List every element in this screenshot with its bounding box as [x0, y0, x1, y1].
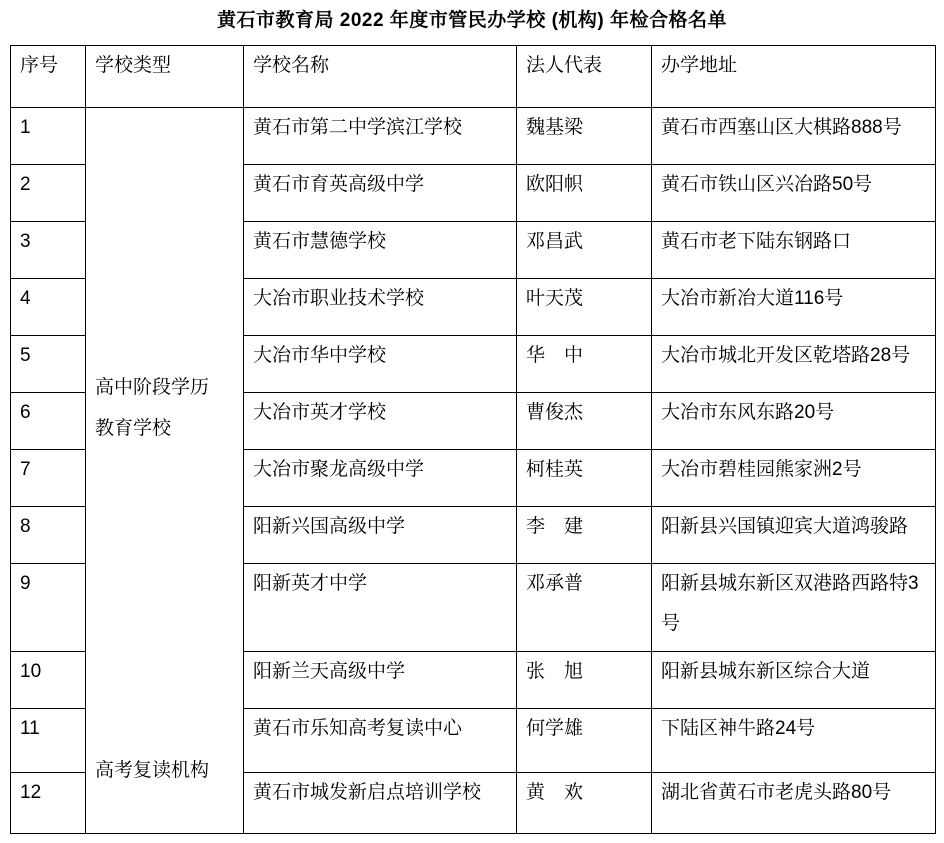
cell-school-name: 黄石市第二中学滨江学校: [244, 108, 517, 165]
cell-address: 大冶市新冶大道116号: [652, 279, 936, 336]
cell-no: 3: [11, 222, 86, 279]
inspection-table: [10, 45, 936, 834]
cell-school-name: 大冶市华中学校: [244, 336, 517, 393]
cell-address: 下陆区神牛路24号: [652, 709, 936, 773]
table-row: [11, 108, 936, 165]
column-header-no: 序号: [11, 46, 86, 108]
cell-representative: 邓昌武: [517, 222, 652, 279]
school-type-line: 教育学校: [95, 418, 172, 440]
cell-no: 2: [11, 165, 86, 222]
cell-no: 8: [11, 507, 86, 564]
cell-no: 5: [11, 336, 86, 393]
cell-no: 9: [11, 564, 86, 652]
cell-school-name: 阳新兰天高级中学: [244, 652, 517, 709]
cell-address: 黄石市西塞山区大棋路888号: [652, 108, 936, 165]
school-type-line: 高考复读机构: [95, 760, 210, 782]
column-header-type: 学校类型: [86, 46, 244, 108]
cell-representative: 何学雄: [517, 709, 652, 773]
cell-address: 大冶市城北开发区乾塔路28号: [652, 336, 936, 393]
cell-school-name: 大冶市职业技术学校: [244, 279, 517, 336]
cell-school-name: 黄石市城发新启点培训学校: [244, 773, 517, 834]
cell-representative: 张 旭: [517, 652, 652, 709]
column-header-name: 学校名称: [244, 46, 517, 108]
cell-address: 湖北省黄石市老虎头路80号: [652, 773, 936, 834]
cell-representative: 曹俊杰: [517, 393, 652, 450]
cell-address: 阳新县城东新区综合大道: [652, 652, 936, 709]
cell-school-name: 阳新英才中学: [244, 564, 517, 652]
cell-school-type-group-1: [86, 108, 244, 709]
table-row: [11, 709, 936, 773]
cell-school-name: 黄石市乐知高考复读中心: [244, 709, 517, 773]
cell-school-name: 大冶市英才学校: [244, 393, 517, 450]
header-row: [11, 46, 936, 108]
school-type-line: 高中阶段学历: [95, 377, 210, 399]
cell-school-name: 阳新兴国高级中学: [244, 507, 517, 564]
cell-representative: 李 建: [517, 507, 652, 564]
cell-no: 12: [11, 773, 86, 834]
cell-address: 黄石市老下陆东钢路口: [652, 222, 936, 279]
cell-representative: 柯桂英: [517, 450, 652, 507]
cell-school-name: 黄石市慧德学校: [244, 222, 517, 279]
cell-no: 11: [11, 709, 86, 773]
cell-address: 大冶市东风东路20号: [652, 393, 936, 450]
column-header-address: 办学地址: [652, 46, 936, 108]
cell-representative: 黄 欢: [517, 773, 652, 834]
cell-no: 10: [11, 652, 86, 709]
cell-school-type-group-2: [86, 709, 244, 834]
cell-no: 6: [11, 393, 86, 450]
cell-no: 4: [11, 279, 86, 336]
cell-address: 大冶市碧桂园熊家洲2号: [652, 450, 936, 507]
cell-representative: 魏基梁: [517, 108, 652, 165]
cell-address: 阳新县城东新区双港路西路特3号: [652, 564, 936, 652]
cell-representative: 华 中: [517, 336, 652, 393]
page-title: 黄石市教育局 2022 年度市管民办学校 (机构) 年检合格名单: [216, 10, 728, 31]
cell-representative: 邓承普: [517, 564, 652, 652]
cell-representative: 叶天茂: [517, 279, 652, 336]
cell-school-name: 黄石市育英高级中学: [244, 165, 517, 222]
cell-address: 阳新县兴国镇迎宾大道鸿骏路: [652, 507, 936, 564]
cell-no: 7: [11, 450, 86, 507]
cell-address: 黄石市铁山区兴冶路50号: [652, 165, 936, 222]
cell-no: 1: [11, 108, 86, 165]
cell-school-name: 大冶市聚龙高级中学: [244, 450, 517, 507]
cell-representative: 欧阳帜: [517, 165, 652, 222]
column-header-representative: 法人代表: [517, 46, 652, 108]
